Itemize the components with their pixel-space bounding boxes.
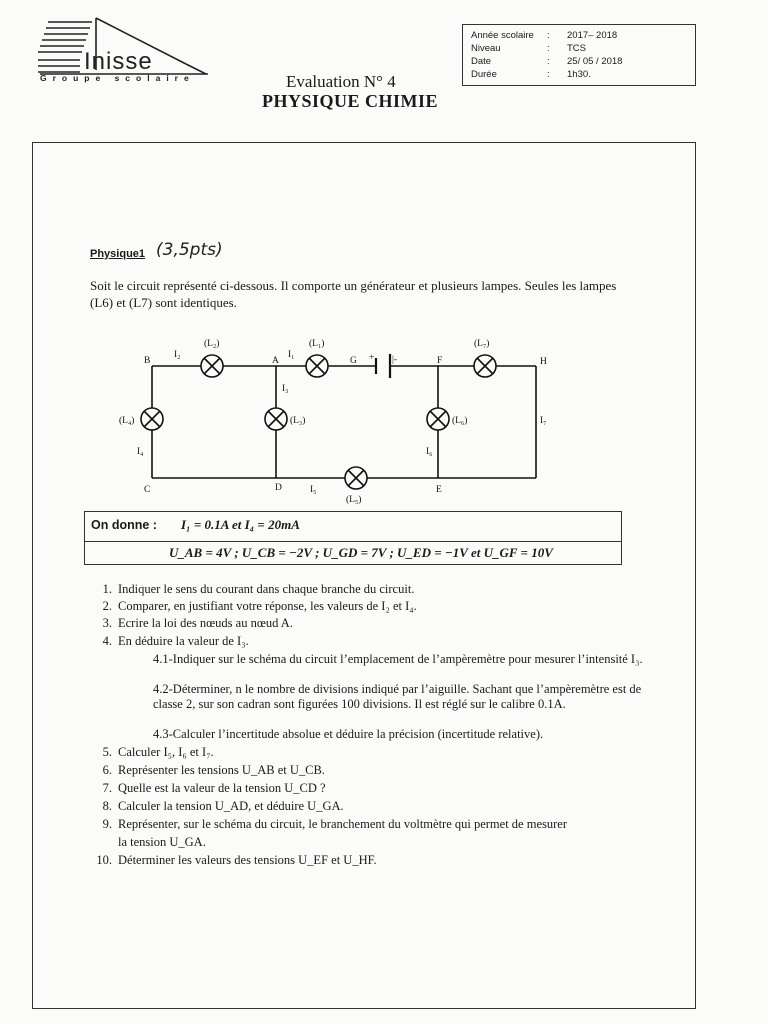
info-sep: : — [547, 56, 550, 67]
lamp-l6 — [427, 408, 449, 430]
given-data-box — [84, 511, 622, 565]
exam-title: Evaluation N° 4 — [286, 72, 396, 91]
lamp-l7 — [474, 355, 496, 377]
question-text: En déduire la valeur de I₃. — [118, 634, 249, 648]
given-label: On donne : — [91, 518, 157, 532]
section-points-note: (3,5pts) — [156, 240, 223, 260]
info-label: Niveau — [471, 43, 501, 54]
circuit-diagram — [110, 330, 580, 510]
current-label: I₇ — [540, 416, 547, 426]
question-text: Comparer, en justifiant votre réponse, les valeurs de I₂ et I₄. — [118, 599, 417, 613]
lamp-label: (L₄) — [119, 416, 135, 426]
question-text: Quelle est la valeur de la tension U_CD ? — [118, 781, 326, 795]
node-label: A — [272, 356, 279, 366]
node-label: E — [436, 485, 442, 495]
exam-frame — [32, 142, 696, 1009]
lamp-label: (L₃) — [290, 416, 306, 426]
lamp-label: (L₁) — [309, 339, 325, 349]
node-label: C — [144, 485, 151, 495]
question-text: Représenter les tensions U_AB et U_CB. — [118, 763, 325, 777]
question-number: 4. — [102, 634, 112, 648]
info-sep: : — [547, 69, 550, 80]
question-number: 1. — [102, 582, 112, 596]
question-number: 5. — [102, 745, 112, 759]
lamp-l4 — [141, 408, 163, 430]
logo-name: Inisse — [84, 48, 153, 75]
question-text: Indiquer le sens du courant dans chaque branche du circuit. — [118, 582, 415, 596]
lamp-l5 — [345, 467, 367, 489]
question-text: la tension U_GA. — [118, 835, 206, 849]
question-text: Déterminer les valeurs des tensions U_EF et U_HF. — [118, 853, 377, 867]
current-label: I₅ — [310, 485, 317, 495]
info-sep: : — [547, 30, 550, 41]
lamp-l3 — [265, 408, 287, 430]
lamp-l2 — [201, 355, 223, 377]
current-label: I₆ — [426, 447, 433, 457]
current-label: I₄ — [137, 447, 144, 457]
info-value: 25/ 05 / 2018 — [567, 56, 623, 67]
generator-minus: |- — [392, 355, 398, 365]
node-label: G — [350, 356, 357, 366]
question-text: Représenter, sur le schéma du circuit, le branchement du voltmètre qui permet de mesurer — [118, 817, 567, 831]
question-number: 3. — [102, 616, 112, 630]
given-voltages: U_AB = 4V ; U_CB = −2V ; U_GD = 7V ; U_ED = −1V et U_GF = 10V — [169, 545, 553, 560]
question-text: Calculer I₅, I₆ et I₇. — [118, 745, 214, 759]
info-value: 1h30. — [567, 69, 591, 80]
info-value: TCS — [567, 43, 586, 54]
info-box — [462, 24, 696, 86]
lamp-label: (L₂) — [204, 339, 220, 349]
node-label: H — [540, 357, 547, 367]
given-divider — [85, 541, 621, 542]
section-intro: Soit le circuit représenté ci-dessous. Il comporte un générateur et plusieurs lampes. Seules les lampes (L6) et (L7) sont identiques. — [90, 278, 617, 310]
question-number: 9. — [102, 817, 112, 831]
subquestion-4-1: 4.1-Indiquer sur le schéma du circuit l’emplacement de l’ampèremètre pour mesurer l’intensité I₃. — [153, 652, 643, 666]
question-text: Ecrire la loi des nœuds au nœud A. — [118, 616, 293, 630]
node-label: D — [275, 483, 282, 493]
lamp-l1 — [306, 355, 328, 377]
info-label: Durée — [471, 69, 497, 80]
question-number: 10. — [96, 853, 112, 867]
node-label: F — [437, 356, 443, 366]
lamp-label: (L₆) — [452, 416, 468, 426]
info-label: Date — [471, 56, 492, 67]
question-text: Calculer la tension U_AD, et déduire U_GA. — [118, 799, 344, 813]
lamp-label: (L₅) — [346, 495, 362, 505]
current-label: I₁ — [288, 350, 295, 360]
exam-subject: PHYSIQUE CHIMIE — [262, 91, 439, 111]
question-number: 2. — [102, 599, 112, 613]
current-label: I₂ — [174, 350, 181, 360]
given-currents: I₁ = 0.1A et I₄ = 20mA — [181, 517, 300, 532]
info-value: 2017– 2018 — [567, 30, 618, 41]
info-label: Année scolaire — [471, 30, 534, 41]
generator-plus: + — [369, 353, 375, 363]
logo-subtitle: Groupe scolaire — [40, 73, 195, 83]
subquestion-4-3: 4.3-Calculer l’incertitude absolue et déduire la précision (incertitude relative). — [153, 727, 544, 741]
info-sep: : — [547, 43, 550, 54]
section-title: Physique1 — [90, 248, 146, 260]
question-number: 8. — [102, 799, 112, 813]
lamp-label: (L₇) — [474, 339, 490, 349]
node-label: B — [144, 356, 151, 366]
current-label: I₃ — [282, 384, 289, 394]
question-number: 7. — [102, 781, 112, 795]
subquestion-4-2: 4.2-Déterminer, n le nombre de divisions indiqué par l’aiguille. Sachant que l’ampèremètre est de classe 2, sur son cadran sont figurées 100 divisions. Il est réglé sur le calibre 0.1A. — [153, 682, 642, 711]
question-number: 6. — [102, 763, 112, 777]
